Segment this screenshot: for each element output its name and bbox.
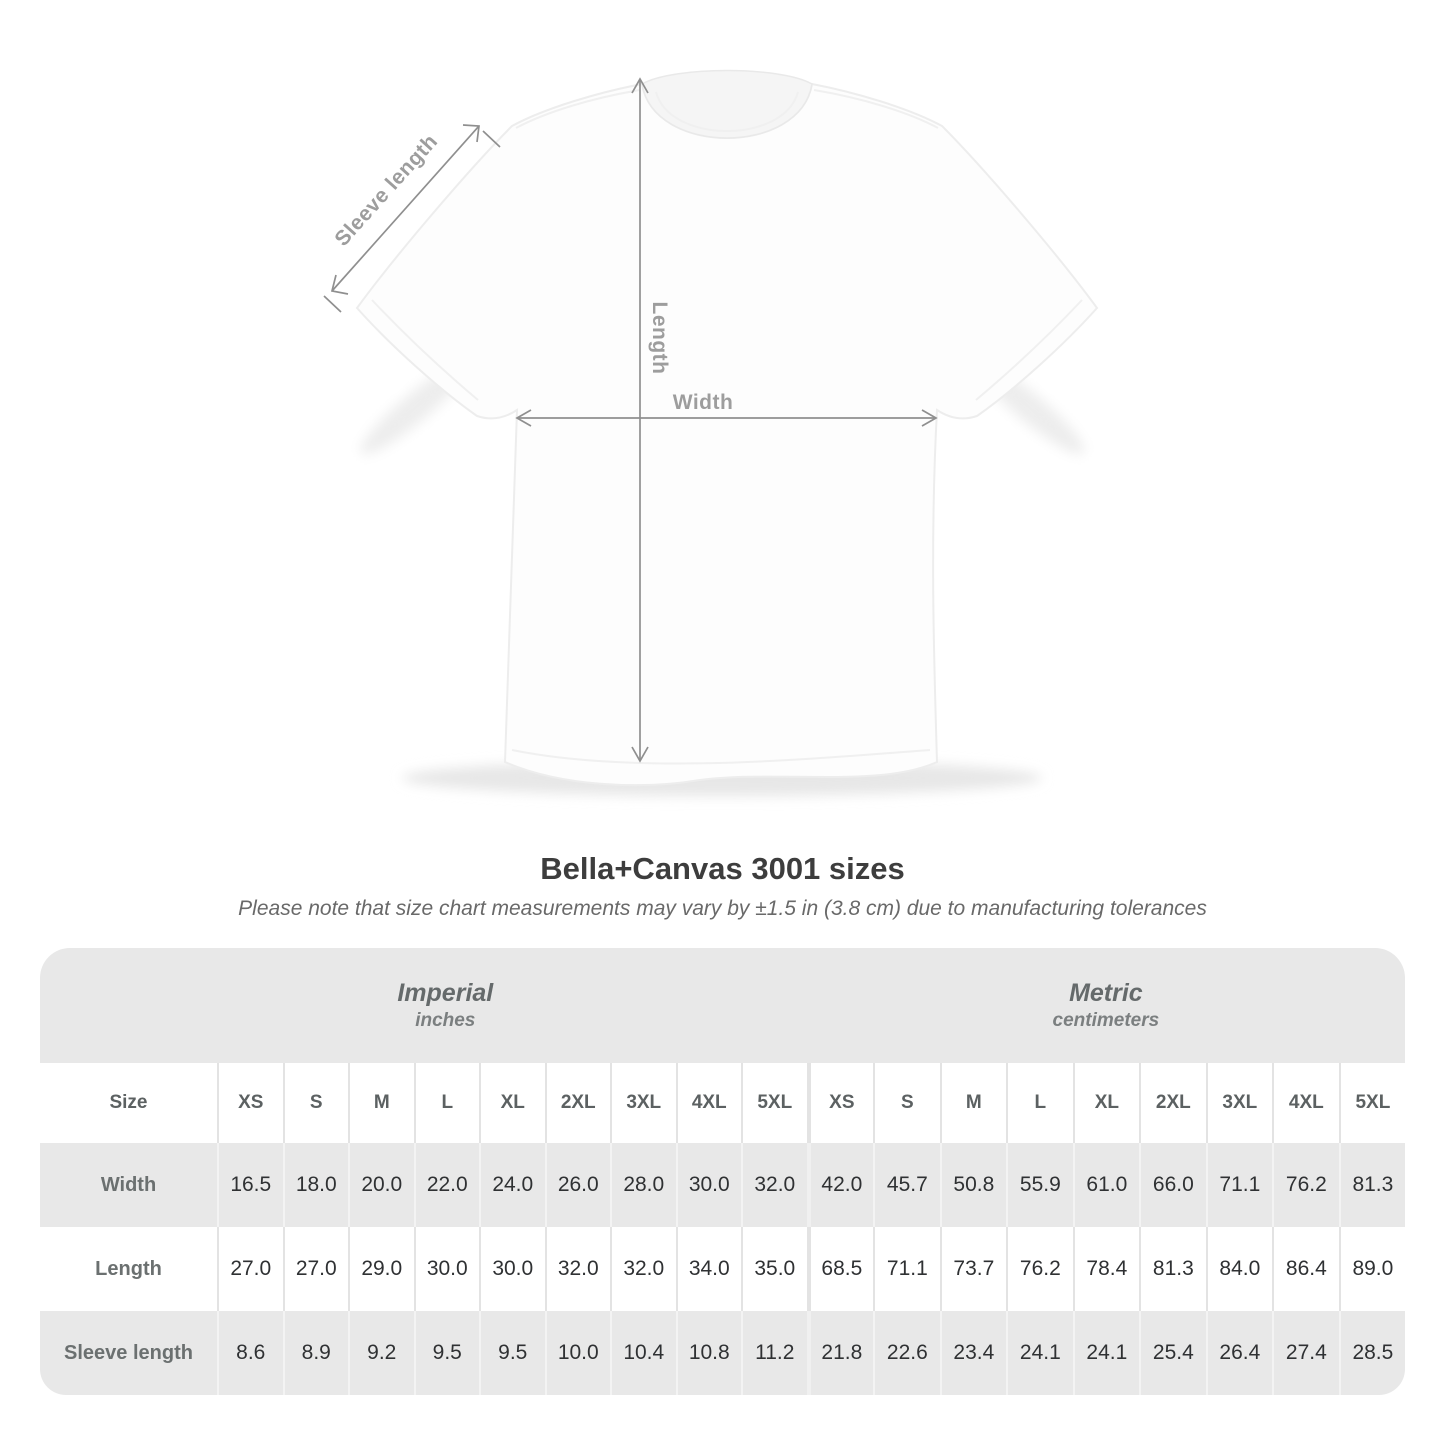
sleeve-length-row <box>40 1311 1405 1395</box>
measurement-cell: 28.5 <box>1339 1311 1406 1395</box>
size-col-header: 2XL <box>545 1063 611 1143</box>
measurement-cell: 68.5 <box>807 1227 874 1311</box>
measurement-cell: 27.4 <box>1272 1311 1339 1395</box>
size-column-title: Size <box>40 1063 217 1143</box>
tshirt-graphic <box>357 71 1097 786</box>
measurement-cell: 71.1 <box>1206 1143 1273 1227</box>
sleeve-length-label: Sleeve length <box>330 129 443 251</box>
measurement-cell: 32.0 <box>545 1227 611 1311</box>
measurement-cell: 32.0 <box>741 1143 807 1227</box>
measurement-cell: 34.0 <box>676 1227 742 1311</box>
size-col-header: XS <box>807 1063 874 1143</box>
metric-group-header <box>807 948 1406 1063</box>
measurement-cell: 10.4 <box>610 1311 676 1395</box>
size-col-header: L <box>414 1063 480 1143</box>
measurement-cell: 24.0 <box>479 1143 545 1227</box>
size-col-header: S <box>873 1063 940 1143</box>
size-col-header: 5XL <box>1339 1063 1406 1143</box>
measurement-cell: 18.0 <box>283 1143 349 1227</box>
measurement-cell: 16.5 <box>217 1143 283 1227</box>
measurement-cell: 9.5 <box>414 1311 480 1395</box>
size-col-header: 2XL <box>1139 1063 1206 1143</box>
imperial-unit: inches <box>415 1010 476 1032</box>
measurement-cell: 20.0 <box>348 1143 414 1227</box>
size-col-header: 4XL <box>676 1063 742 1143</box>
measurement-cell: 23.4 <box>940 1311 1007 1395</box>
measurement-cell: 9.2 <box>348 1311 414 1395</box>
measurement-cell: 32.0 <box>610 1227 676 1311</box>
row-label: Sleeve length <box>40 1311 217 1395</box>
measurement-cell: 30.0 <box>479 1227 545 1311</box>
measurement-cell: 84.0 <box>1206 1227 1273 1311</box>
measurement-cell: 35.0 <box>741 1227 807 1311</box>
measurement-cell: 21.8 <box>807 1311 874 1395</box>
measurement-cell: 81.3 <box>1139 1227 1206 1311</box>
measurement-cell: 71.1 <box>873 1227 940 1311</box>
size-col-header: M <box>348 1063 414 1143</box>
measurement-cell: 9.5 <box>479 1311 545 1395</box>
row-label: Width <box>40 1143 217 1227</box>
length-label: Length <box>648 301 671 375</box>
size-col-header: 3XL <box>610 1063 676 1143</box>
measurement-cell: 25.4 <box>1139 1311 1206 1395</box>
measurement-cell: 10.8 <box>676 1311 742 1395</box>
imperial-label: Imperial <box>397 978 494 1007</box>
measurement-cell: 45.7 <box>873 1143 940 1227</box>
measurement-cell: 76.2 <box>1006 1227 1073 1311</box>
measurement-cell: 26.4 <box>1206 1311 1273 1395</box>
tshirt-body <box>357 84 1097 785</box>
metric-unit: centimeters <box>1052 1010 1160 1032</box>
measurement-cell: 42.0 <box>807 1143 874 1227</box>
measurement-cell: 8.9 <box>283 1311 349 1395</box>
size-header-row <box>40 1063 1405 1143</box>
measurement-cell: 11.2 <box>741 1311 807 1395</box>
page-title: Bella+Canvas 3001 sizes <box>540 851 905 886</box>
size-col-header: XS <box>217 1063 283 1143</box>
measurement-cell: 27.0 <box>283 1227 349 1311</box>
width-row <box>40 1143 1405 1227</box>
imperial-group-header <box>40 948 807 1063</box>
measurement-cell: 10.0 <box>545 1311 611 1395</box>
measurement-cell: 73.7 <box>940 1227 1007 1311</box>
measurement-cell: 61.0 <box>1073 1143 1140 1227</box>
metric-label: Metric <box>1069 978 1143 1007</box>
size-col-header: XL <box>479 1063 545 1143</box>
measurement-cell: 8.6 <box>217 1311 283 1395</box>
size-col-header: 5XL <box>741 1063 807 1143</box>
size-table <box>40 948 1405 1395</box>
page-subtitle: Please note that size chart measurements may vary by ±1.5 in (3.8 cm) due to manufacturing tolerances <box>238 897 1207 920</box>
measurement-cell: 24.1 <box>1006 1311 1073 1395</box>
measurement-cell: 86.4 <box>1272 1227 1339 1311</box>
size-col-header: L <box>1006 1063 1073 1143</box>
measurement-cell: 26.0 <box>545 1143 611 1227</box>
size-col-header: M <box>940 1063 1007 1143</box>
measurement-cell: 55.9 <box>1006 1143 1073 1227</box>
measurement-cell: 24.1 <box>1073 1311 1140 1395</box>
size-col-header: XL <box>1073 1063 1140 1143</box>
size-col-header: 4XL <box>1272 1063 1339 1143</box>
measurement-cell: 30.0 <box>676 1143 742 1227</box>
measurement-cell: 78.4 <box>1073 1227 1140 1311</box>
size-col-header: S <box>283 1063 349 1143</box>
row-label: Length <box>40 1227 217 1311</box>
measurement-cell: 76.2 <box>1272 1143 1339 1227</box>
measurement-cell: 29.0 <box>348 1227 414 1311</box>
measurement-cell: 89.0 <box>1339 1227 1406 1311</box>
measurement-cell: 81.3 <box>1339 1143 1406 1227</box>
length-row <box>40 1227 1405 1311</box>
unit-group-header-row <box>40 948 1405 1063</box>
size-col-header: 3XL <box>1206 1063 1273 1143</box>
measurement-cell: 22.0 <box>414 1143 480 1227</box>
width-label: Width <box>672 391 734 414</box>
measurement-cell: 22.6 <box>873 1311 940 1395</box>
measurement-cell: 30.0 <box>414 1227 480 1311</box>
measurement-cell: 50.8 <box>940 1143 1007 1227</box>
measurement-cell: 28.0 <box>610 1143 676 1227</box>
measurement-cell: 27.0 <box>217 1227 283 1311</box>
measurement-cell: 66.0 <box>1139 1143 1206 1227</box>
